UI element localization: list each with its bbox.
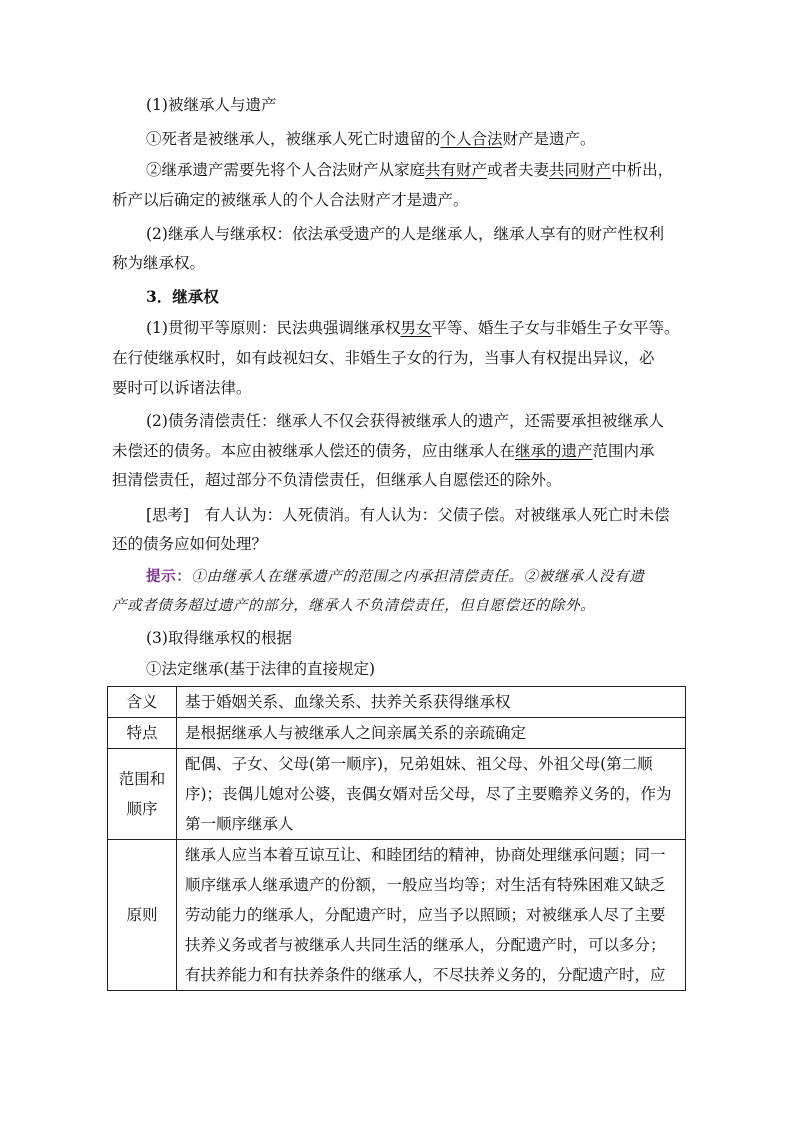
hint-line: 产或者债务超过遗产的部分，继承人不负清偿责任，但自愿偿还的除外。 [112,598,596,614]
underlined-term: 共有财产 [425,161,488,179]
table-value-cell: 基于婚姻关系、血缘关系、扶养关系获得继承权 [177,687,686,718]
paragraph-line: 在行使继承权时，如有歧视妇女、非婚生子女的行为，当事人有权提出异议，必 [112,349,655,367]
table-value-cell: 是根据继承人与被继承人之间亲属关系的亲疏确定 [177,718,686,749]
table-value-cell: 配偶、子女、父母(第一顺序)，兄弟姐妹、祖父母、外祖父母(第二顺 序)；丧偶儿媳对公婆，丧偶女婿对岳父母，尽了主要赡养义务的，作为 第一顺序继承人 [177,749,686,840]
table-key-cell: 原则 [108,840,177,991]
underlined-term: 共同财产 [549,161,612,179]
heading-1: (1)被继承人与遗产 [146,96,277,114]
section-heading: 3．继承权 [146,287,219,306]
paragraph-line: 担清偿责任，超过部分不负清偿责任，但继承人自愿偿还的除外。 [112,471,562,489]
paragraph-line: 未偿还的债务。本应由被继承人偿还的债务，应由继承人在继承的遗产范围内承 [112,442,655,460]
table-row [108,749,686,840]
inheritance-table [107,686,686,991]
paragraph-line: (2)债务清偿责任：继承人不仅会获得被继承人的遗产，还需要承担被继承人 [146,412,664,430]
paragraph-line: (1)贯彻平等原则：民法典强调继承权男女平等、婚生子女与非婚生子女平等。 [146,319,680,337]
paragraph-line: ②继承遗产需要先将个人合法财产从家庭共有财产或者夫妻共同财产中析出， [146,161,674,179]
table-row [108,718,686,749]
think-question: 还的债务应如何处理？ [112,535,268,553]
paragraph-line: 称为继承权。 [112,254,206,272]
paragraph-line: 要时可以诉诸法律。 [112,379,252,397]
underlined-term: 男女 [400,319,432,337]
table-row [108,687,686,718]
paragraph-line: (3)取得继承权的根据 [146,629,292,647]
table-key-cell: 特点 [108,718,177,749]
table-value-cell: 继承人应当本着互谅互让、和睦团结的精神，协商处理继承问题；同一 顺序继承人继承遗产的份额，一般应当均等；对生活有特殊困难又缺乏 劳动能力的继承人，分配遗产时，应当予以照顾；对被继承人尽了主要 扶养义务或者与被继承人共同生活的继承人，分配遗产时，可以多分； 有扶养能力和有扶养条件的继承人，不尽扶养义务的，分配遗产时，应 [177,840,686,991]
underlined-term: 个人合法 [440,130,503,148]
hint-label: 提示： [146,568,192,585]
hint-line: 提示：①由继承人在继承遗产的范围之内承担清偿责任。②被继承人没有遗 [146,568,645,585]
table-row [108,840,686,991]
paragraph-line: ①死者是被继承人，被继承人死亡时遗留的个人合法财产是遗产。 [146,130,596,148]
think-question: [思考] 有人认为：人死债消。有人认为：父债子偿。对被继承人死亡时未偿 [146,506,670,524]
underlined-term: 继承的遗产 [515,442,593,460]
paragraph-line: (2)继承人与继承权：依法承受遗产的人是继承人，继承人享有的财产性权利 [146,225,664,243]
table-key-cell: 含义 [108,687,177,718]
table-key-cell: 范围和 顺序 [108,749,177,840]
paragraph-line: 析产以后确定的被继承人的个人合法财产才是遗产。 [112,191,469,209]
paragraph-line: ①法定继承(基于法律的直接规定) [146,660,376,678]
